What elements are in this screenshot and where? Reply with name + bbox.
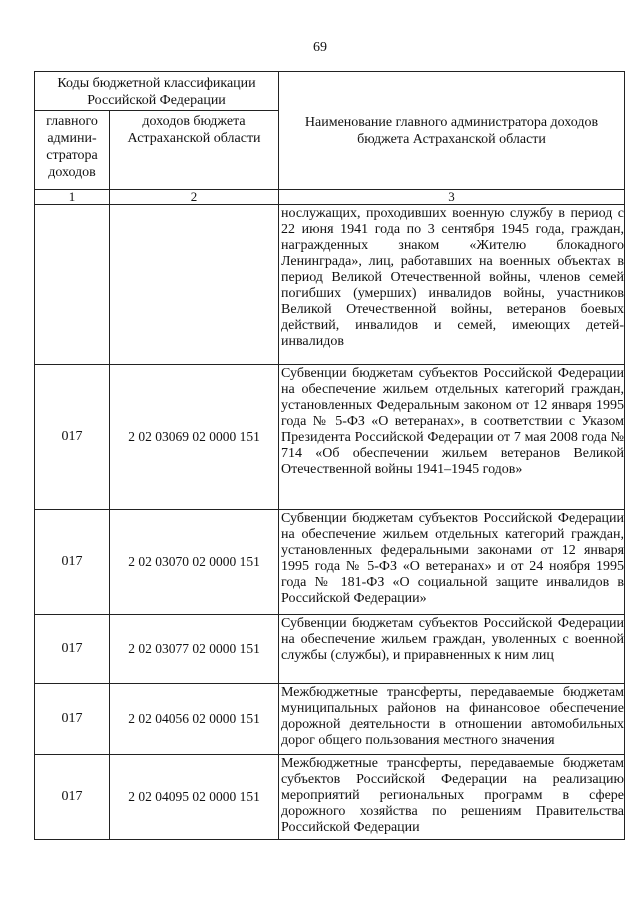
table-row bbox=[35, 510, 625, 615]
income-code: 2 02 03070 02 0000 151 bbox=[110, 510, 279, 615]
income-name: Межбюджетные трансферты, передаваемые бюджетам субъектов Российской Федерации на реализацию мероприятий региональных программ в сфере дорожного хозяйства по решениям Правительства Российской Федерации bbox=[279, 755, 625, 840]
income-name: Субвенции бюджетам субъектов Российской Федерации на обеспечение жильем граждан, уволенных с военной службы (службы), и приравненных к ним лиц bbox=[279, 615, 625, 684]
table-row bbox=[35, 684, 625, 755]
income-code: 2 02 03069 02 0000 151 bbox=[110, 365, 279, 510]
table-row bbox=[35, 755, 625, 840]
admin-code: 017 bbox=[35, 365, 110, 510]
admin-code: 017 bbox=[35, 755, 110, 840]
income-code bbox=[110, 205, 279, 365]
admin-code: 017 bbox=[35, 615, 110, 684]
income-code: 2 02 03077 02 0000 151 bbox=[110, 615, 279, 684]
admin-code bbox=[35, 205, 110, 365]
budget-classification-table bbox=[34, 71, 625, 840]
table-row bbox=[35, 205, 625, 365]
income-name: нослужащих, проходивших военную службу в период с 22 июня 1941 года по 3 сентября 1945 года, граждан, награжденных знаком «Жителю блокадного Ленинграда», лиц, работавших на военных объектах в период Великой Отечественной войны, членов семей погибших (умерших) инвалидов войны, участников Великой Отечественной войны, ветеранов боевых действий, инвалидов и семей, имеющих детей-инвалидов bbox=[279, 205, 625, 365]
column-number-row bbox=[35, 190, 625, 205]
admin-code: 017 bbox=[35, 510, 110, 615]
header-group-title: Коды бюджетной классификации Российской Федерации bbox=[35, 72, 279, 111]
table-row bbox=[35, 615, 625, 684]
income-code: 2 02 04095 02 0000 151 bbox=[110, 755, 279, 840]
page-number: 69 bbox=[313, 40, 327, 55]
income-name: Субвенции бюджетам субъектов Российской Федерации на обеспечение жильем отдельных категорий граждан, установленных федеральными законами от 12 января 1995 года № 5-ФЗ «О ветеранах» и от 24 ноября 1995 года № 181-ФЗ «О социальной защите инвалидов в Российской Федерации» bbox=[279, 510, 625, 615]
header-col3: Наименование главного администратора доходов бюджета Астраханской области bbox=[279, 72, 625, 190]
income-name: Межбюджетные трансферты, передаваемые бюджетам муниципальных районов на финансовое обеспечение дорожной деятельности в отношении автомобильных дорог общего пользования местного значения bbox=[279, 684, 625, 755]
column-number: 3 bbox=[279, 190, 625, 205]
income-name: Субвенции бюджетам субъектов Российской Федерации на обеспечение жильем отдельных категорий граждан, установленных Федеральным законом от 12 января 1995 года № 5-ФЗ «О ветеранах», в соответствии с Указом Президента Российской Федерации от 7 мая 2008 года № 714 «Об обеспечении жильем ветеранов Великой Отечественной войны 1941–1945 годов» bbox=[279, 365, 625, 510]
admin-code: 017 bbox=[35, 684, 110, 755]
header-row-1 bbox=[35, 72, 625, 111]
column-number: 1 bbox=[35, 190, 110, 205]
table-row bbox=[35, 365, 625, 510]
column-number: 2 bbox=[110, 190, 279, 205]
header-col1: главного админи-стратора доходов bbox=[35, 111, 110, 190]
header-col2: доходов бюджета Астраханской области bbox=[110, 111, 279, 190]
income-code: 2 02 04056 02 0000 151 bbox=[110, 684, 279, 755]
